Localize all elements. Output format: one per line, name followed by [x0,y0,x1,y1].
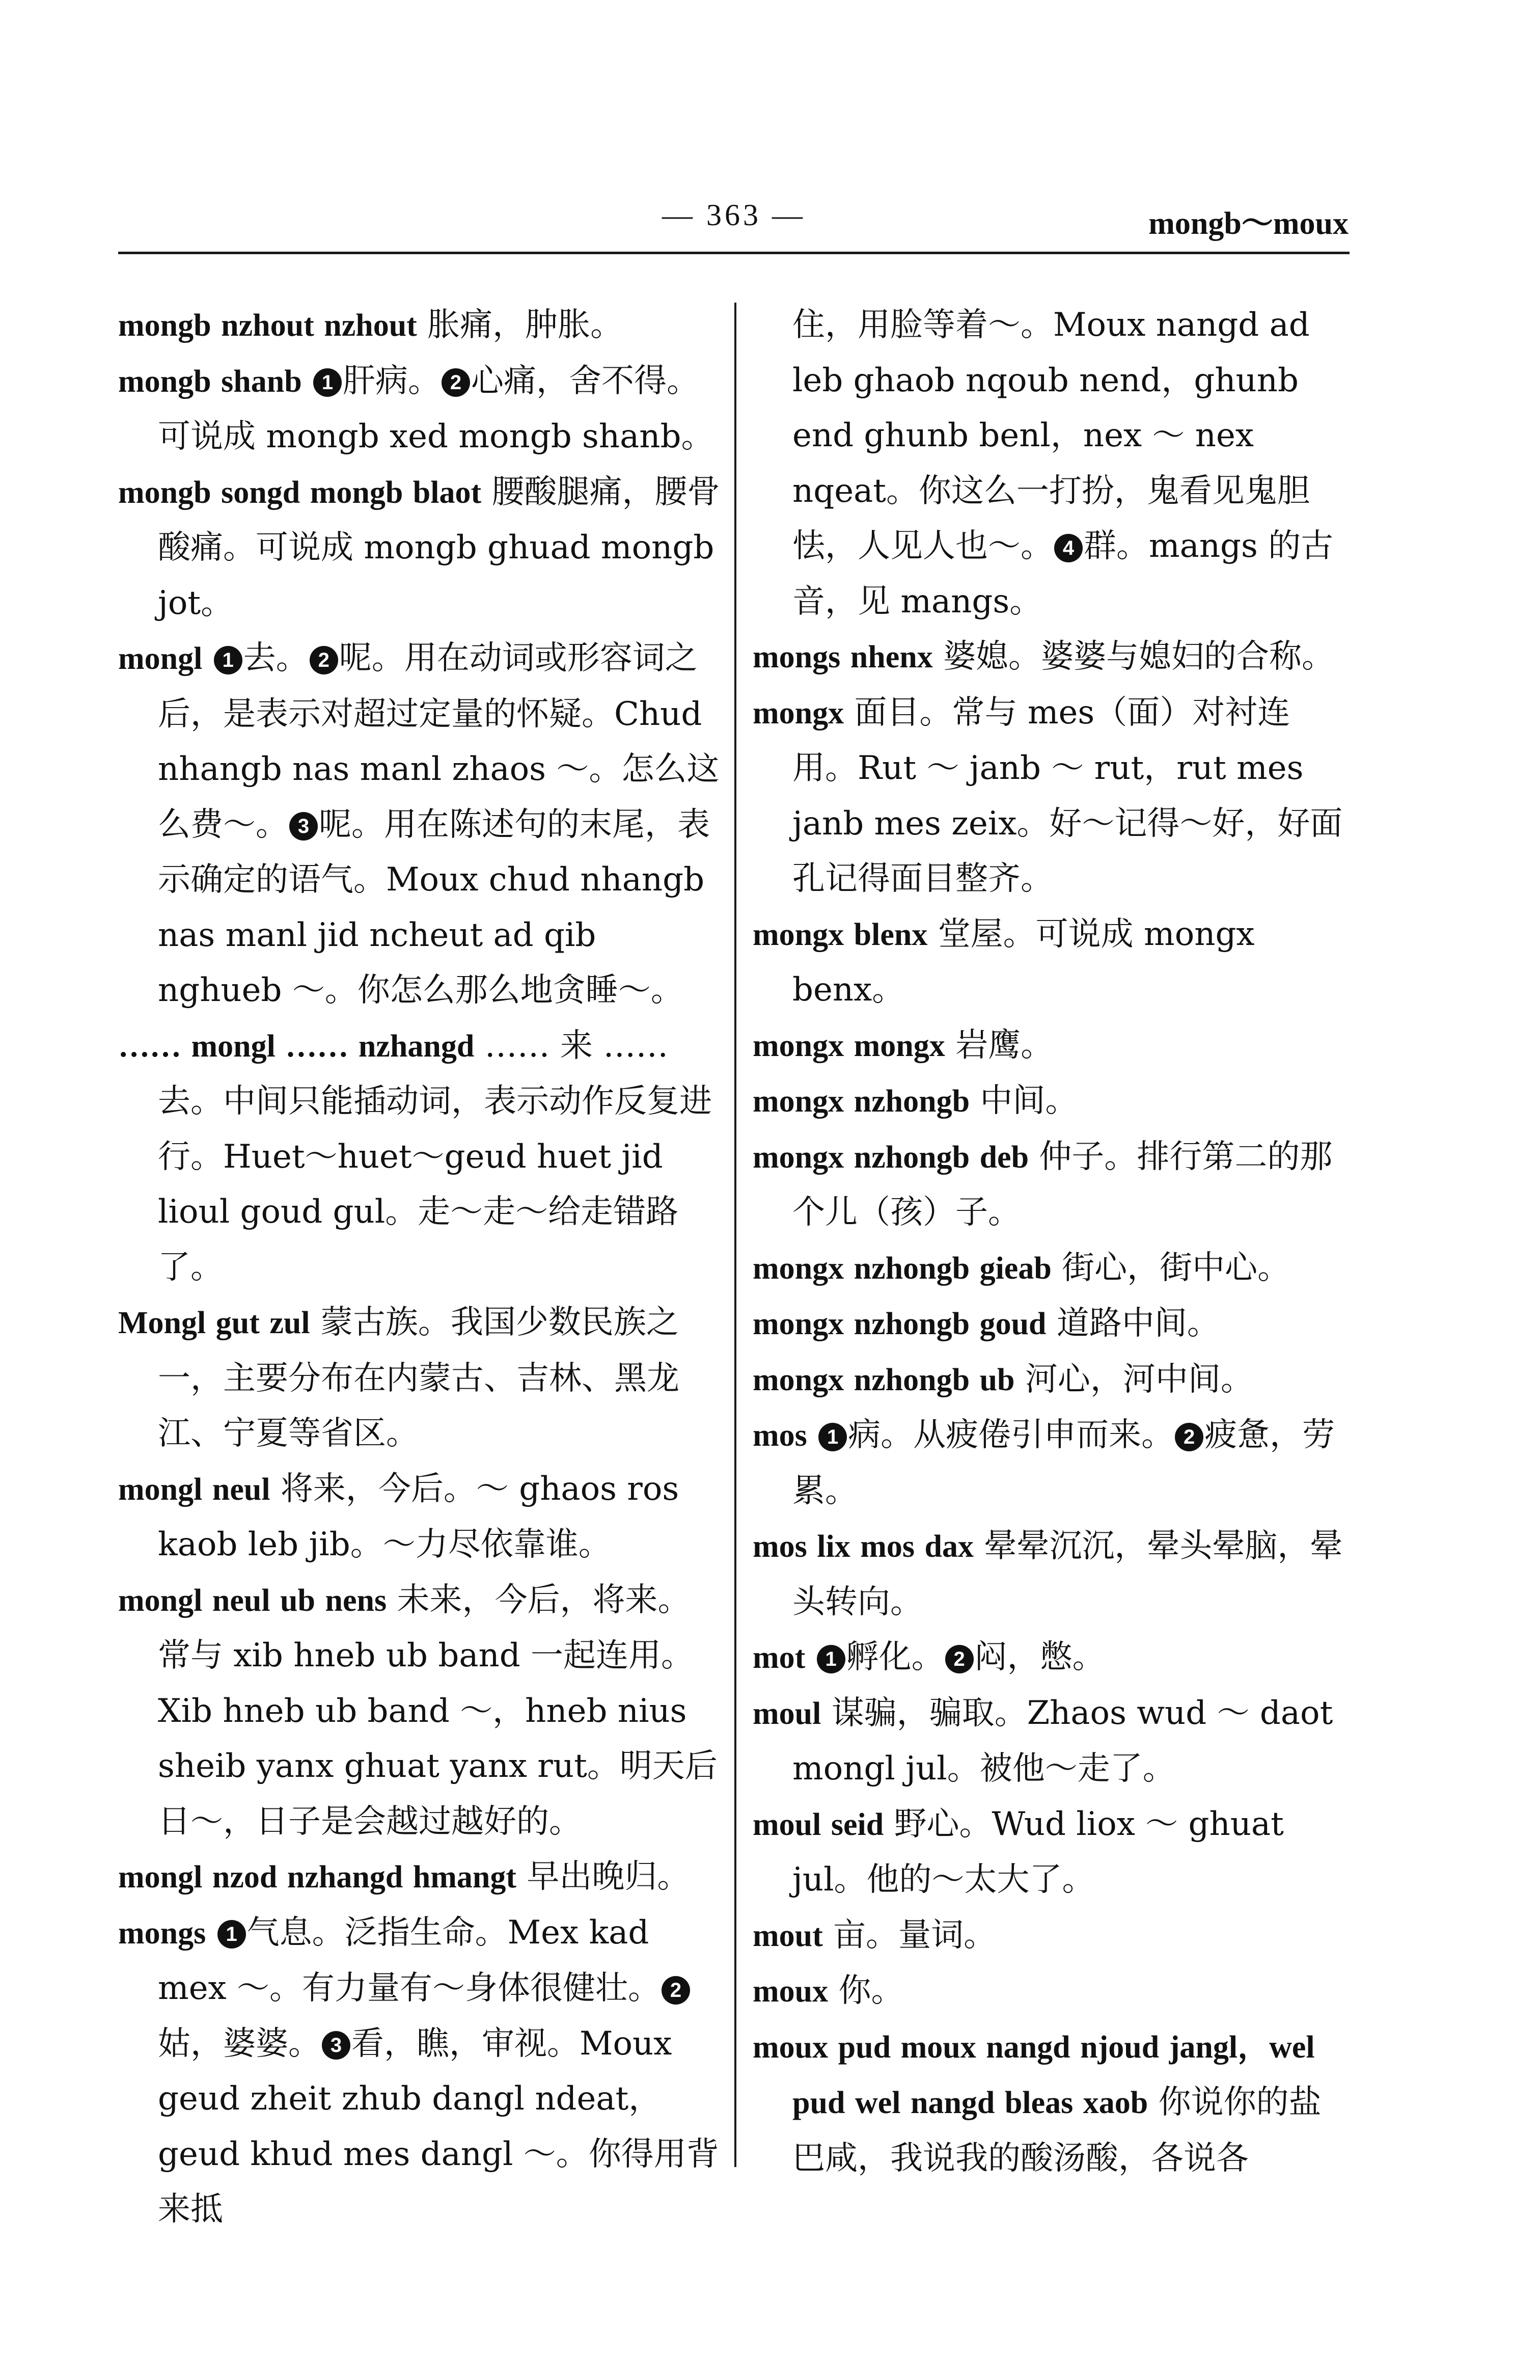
dictionary-entry [753,1519,1354,1630]
entry-definition: 蒙古族。我国少数民族之一，主要分布在内蒙古、吉林、黑龙江、宁夏等省区。 [158,1304,679,1452]
dictionary-entry [753,1352,1354,1408]
entry-definition: 闷，憋。 [974,1638,1105,1676]
dictionary-entry [753,1240,1354,1296]
entry-headword: mot [753,1640,806,1675]
entry-definition: 腰酸腿痛，腰骨酸痛。可说成 mongb ghuad mongb jot。 [158,473,720,622]
entry-definition: 野心。Wud liox ～ ghuat jul。他的～太大了。 [792,1805,1284,1899]
dictionary-entry [118,465,721,631]
entry-definition: 谋骗，骗取。Zhaos wud ～ daot mongl jul。被他～走了。 [792,1694,1333,1788]
entry-definition: 呢。用在陈述句的末尾，表示确定的语气。Moux chud nhangb nas manl jid ncheut ad qib nghueb ～。你怎么那么地贪睡～。 [158,805,710,1009]
entry-definition: 岩鹰。 [945,1026,1054,1064]
dictionary-entry [118,1849,721,1905]
running-head: mongb～moux [1148,206,1349,241]
dictionary-entry [753,1797,1354,1908]
entry-headword: mongx [753,695,844,731]
dictionary-entry [753,629,1354,685]
dictionary-entry [753,1408,1354,1519]
page-number: — 363 — [662,198,806,232]
dictionary-entry [118,1905,721,2237]
entry-headword: moul seid [753,1807,884,1842]
sense-number-badge: 1 [818,1423,847,1451]
entry-headword: mongx nzhongb deb [753,1140,1029,1175]
entry-definition: 孵化。 [846,1638,944,1676]
sense-number-badge: 3 [289,812,318,841]
entry-definition: 胀痛，肿胀。 [417,306,623,344]
dictionary-entry [753,1686,1354,1797]
entry-definition: 中间。 [970,1082,1078,1120]
entry-headword: mongs [118,1915,206,1951]
entry-headword: mout [753,1918,823,1953]
entry-headword: mos [753,1418,807,1453]
sense-number-badge: 1 [817,1645,845,1673]
sense-number-badge: 2 [442,368,470,397]
sense-number-badge: 2 [1175,1423,1203,1451]
entry-definition: 街心，街中心。 [1051,1249,1290,1287]
dictionary-entry [753,1018,1354,1074]
entry-definition: 晕晕沉沉，晕头晕脑，晕头转向。 [792,1527,1343,1621]
sense-number-badge: 4 [1054,534,1083,562]
entry-headword: mongx nzhongb [753,1084,970,1119]
left-column [118,298,721,2237]
dictionary-entry [118,1295,721,1462]
entry-definition: 肝病。 [343,362,441,400]
entry-headword: mongx nzhongb ub [753,1362,1015,1397]
entry-definition: 堂屋。可说成 mongx benx。 [792,915,1255,1009]
entry-headword: mongb songd mongb blaot [118,475,482,510]
entry-headword: mongx nzhongb gieab [753,1251,1052,1286]
entry-headword: mongx mongx [753,1028,945,1063]
entry-definition: 姑，婆婆。 [158,2024,321,2063]
entry-headword: mongl neul [118,1472,270,1507]
entry-definition: 气息。泛指生命。Mex kad mex ～。有力量有～身体很健壮。 [158,1913,661,2007]
sense-number-badge: 2 [310,646,338,674]
sense-number-badge: 1 [313,368,342,397]
page-header [0,0,1540,265]
entry-headword: mongl neul ub nens [118,1583,387,1618]
dictionary-entry [753,1908,1354,1964]
dictionary-entry [753,2019,1354,2186]
dictionary-entry-continued [753,298,1354,629]
entry-headword: moux pud moux nangd njoud jangl，wel pud wel nangd bleas xaob [753,2030,1315,2120]
right-column [753,298,1354,2186]
entry-headword: mongb shanb [118,364,302,399]
dictionary-entry [753,1630,1354,1686]
entry-definition: 你。 [828,1972,904,2010]
dictionary-entry [753,907,1354,1018]
entry-headword: mos lix mos dax [753,1529,974,1564]
dictionary-entry [753,1963,1354,2019]
entry-definition: 呢。用在动词或形容词之后，是表示对超过定量的怀疑。Chud nhangb nas manl zhaos ～。怎么这么费～。 [158,639,720,844]
entry-definition: 心痛，舍不得。可说成 mongb xed mongb shanb。 [158,362,714,455]
entry-headword: mongx nzhongb goud [753,1307,1047,1341]
entry-definition: 住，用脸等着～。Moux nangd ad leb ghaob nqoub nend，ghunb end ghunb benl，nex ～ nex nqeat。你这么一打扮，鬼看见鬼胆怯，人见人也～。 [792,306,1310,565]
entry-headword: mongl nzod nzhangd hmangt [118,1860,517,1895]
dictionary-entry [118,631,721,1018]
entry-definition: 群。mangs 的古音，见 mangs。 [792,527,1334,620]
entry-headword: …… mongl …… nzhangd [118,1029,475,1064]
entry-headword: mongx blenx [753,917,928,952]
entry-definition: 早出晚归。 [516,1858,690,1896]
entry-headword: mongb nzhout nzhout [118,308,417,343]
sense-number-badge: 2 [662,1976,690,2005]
dictionary-entry [118,298,721,354]
entry-definition: …… 来 …… 去。中间只能插动词，表示动作反复进行。Huet～huet～geud huet jid lioul goud gul。走～走～给走错路了。 [158,1026,712,1286]
entry-definition: 去。 [243,639,309,677]
entry-definition: 面目。常与 mes（面）对衬连用。Rut ～ janb ～ rut，rut mes janb mes zeix。好～记得～好，好面孔记得面目整齐。 [792,693,1343,898]
entry-definition: 将来，今后。～ ghaos ros kaob leb jib。～力尽依靠谁。 [158,1470,679,1563]
dictionary-entry [118,354,721,465]
entry-headword: moul [753,1696,821,1731]
entry-headword: mongs nhenx [753,640,933,674]
dictionary-entry [753,1129,1354,1240]
entry-definition: 未来，今后，将来。常与 xib hneb ub band 一起连用。Xib hneb ub band ～，hneb nius sheib yanx ghuat yanx rut。明天后日～，日子是会越过越好的。 [158,1581,718,1841]
entry-definition: 仲子。排行第二的那个儿（孩）子。 [792,1138,1333,1231]
entry-definition: 你说你的盐巴咸，我说我的酸汤酸，各说各 [792,2084,1322,2177]
sense-number-badge: 3 [322,2031,350,2060]
entry-definition: 婆媳。婆婆与媳妇的合称。 [932,638,1335,675]
sense-number-badge: 1 [217,1920,246,1949]
dictionary-entry [118,1573,721,1850]
dictionary-entry [753,685,1354,907]
entry-definition: 河心，河中间。 [1014,1360,1253,1398]
column-divider [734,303,736,2167]
dictionary-entry [118,1018,721,1295]
entry-definition: 道路中间。 [1046,1305,1220,1342]
entry-headword: mongl [118,641,203,676]
entry-headword: moux [753,1974,829,2009]
dictionary-entry [118,1462,721,1573]
entry-definition: 看，瞧，审视。Moux geud zheit zhub dangl ndeat，geud khud mes dangl ～。你得用背来抵 [158,2024,719,2228]
sense-number-badge: 1 [214,646,242,674]
entry-headword: Mongl gut zul [118,1306,310,1340]
entry-definition: 病。从疲倦引申而来。 [848,1416,1174,1454]
header-rule [118,252,1350,254]
entry-definition: 疲惫，劳累。 [792,1416,1335,1510]
dictionary-entry [753,1073,1354,1129]
dictionary-entry [753,1296,1354,1352]
entry-definition: 亩。量词。 [822,1916,997,1954]
sense-number-badge: 2 [945,1645,974,1673]
